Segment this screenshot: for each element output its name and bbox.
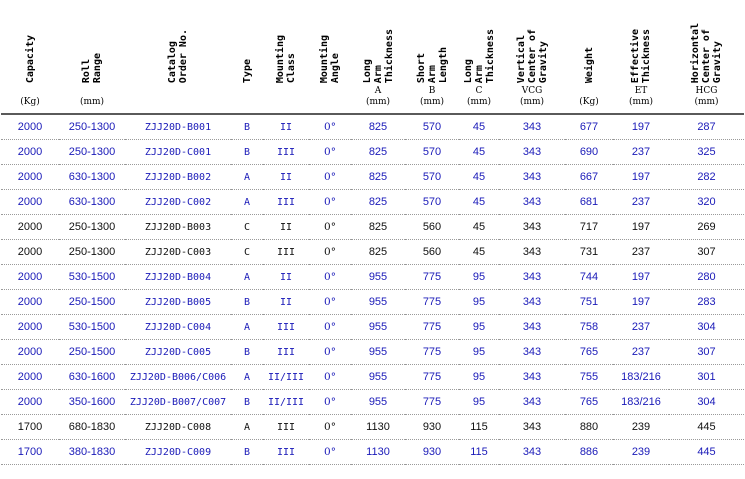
table-cell: ZJJ20D-B002 — [125, 165, 231, 190]
column-header — [263, 1, 309, 114]
table-row — [1, 140, 744, 165]
table-cell: 343 — [499, 390, 565, 415]
table-cell: 0° — [309, 340, 351, 365]
column-header-label: Roll Range — [81, 52, 103, 83]
table-cell: ZJJ20D-C005 — [125, 340, 231, 365]
table-cell: 304 — [669, 390, 744, 415]
table-cell: 955 — [351, 315, 405, 340]
table-cell: 681 — [565, 190, 613, 215]
table-cell: 775 — [405, 390, 459, 415]
column-header — [125, 1, 231, 114]
table-cell: 0° — [309, 365, 351, 390]
table-cell: 690 — [565, 140, 613, 165]
table-cell: 677 — [565, 114, 613, 140]
column-header — [59, 1, 125, 114]
table-cell: 197 — [613, 114, 669, 140]
table-cell: 0° — [309, 265, 351, 290]
table-cell: 758 — [565, 315, 613, 340]
table-cell: 0° — [309, 140, 351, 165]
table-row — [1, 315, 744, 340]
table-cell: 530-1500 — [59, 265, 125, 290]
table-cell: ZJJ20D-B003 — [125, 215, 231, 240]
table-cell: ZJJ20D-B005 — [125, 290, 231, 315]
table-cell: 2000 — [1, 215, 59, 240]
column-header — [309, 1, 351, 114]
column-header-label: Type — [241, 58, 253, 83]
table-cell: ZJJ20D-C008 — [125, 415, 231, 440]
table-cell: 95 — [459, 390, 499, 415]
table-cell: ZJJ20D-C009 — [125, 440, 231, 465]
table-cell: 343 — [499, 215, 565, 240]
column-header — [613, 1, 669, 114]
table-cell: 765 — [565, 340, 613, 365]
table-cell: B — [231, 290, 263, 315]
table-cell: 301 — [669, 365, 744, 390]
table-cell: ZJJ20D-C001 — [125, 140, 231, 165]
table-cell: 680-1830 — [59, 415, 125, 440]
table-cell: 280 — [669, 265, 744, 290]
table-cell: 825 — [351, 190, 405, 215]
table-row — [1, 265, 744, 290]
table-cell: 115 — [459, 440, 499, 465]
table-cell: 0° — [309, 114, 351, 140]
table-cell: 955 — [351, 365, 405, 390]
table-cell: 1130 — [351, 440, 405, 465]
table-cell: 95 — [459, 340, 499, 365]
column-header-label: Long Arm Thickness — [462, 28, 496, 83]
table-cell: 237 — [613, 340, 669, 365]
column-header — [405, 1, 459, 114]
table-cell: 250-1300 — [59, 215, 125, 240]
table-cell: ZJJ20D-B006/C006 — [125, 365, 231, 390]
table-row — [1, 290, 744, 315]
table-cell: 1700 — [1, 440, 59, 465]
table-cell: 250-1300 — [59, 114, 125, 140]
table-cell: 282 — [669, 165, 744, 190]
table-cell: 95 — [459, 315, 499, 340]
table-cell: 825 — [351, 140, 405, 165]
table-cell: B — [231, 140, 263, 165]
table-cell: 1130 — [351, 415, 405, 440]
column-header — [669, 1, 744, 114]
table-cell: 825 — [351, 240, 405, 265]
table-cell: 0° — [309, 390, 351, 415]
table-cell: 2000 — [1, 365, 59, 390]
table-cell: 775 — [405, 315, 459, 340]
table-cell: III — [263, 440, 309, 465]
column-header-symbol: ET — [634, 86, 648, 96]
table-cell: 2000 — [1, 190, 59, 215]
spec-table — [1, 1, 744, 465]
table-cell: 1700 — [1, 415, 59, 440]
table-cell: 445 — [669, 415, 744, 440]
table-cell: 886 — [565, 440, 613, 465]
table-cell: ZJJ20D-B007/C007 — [125, 390, 231, 415]
table-cell: 343 — [499, 140, 565, 165]
table-cell: III — [263, 340, 309, 365]
table-cell: 0° — [309, 315, 351, 340]
table-cell: 2000 — [1, 315, 59, 340]
table-cell: B — [231, 114, 263, 140]
table-cell: 343 — [499, 165, 565, 190]
table-cell: 2000 — [1, 290, 59, 315]
table-cell: 95 — [459, 290, 499, 315]
table-cell: 530-1500 — [59, 315, 125, 340]
table-cell: 250-1300 — [59, 140, 125, 165]
table-row — [1, 440, 744, 465]
column-header — [1, 1, 59, 114]
table-cell: ZJJ20D-C003 — [125, 240, 231, 265]
table-cell: III — [263, 140, 309, 165]
table-cell: 325 — [669, 140, 744, 165]
table-cell: 95 — [459, 265, 499, 290]
column-header-label: Long Arm Thickness — [361, 28, 395, 83]
table-cell: A — [231, 265, 263, 290]
table-cell: 744 — [565, 265, 613, 290]
column-header-symbol: B — [428, 86, 436, 96]
table-cell: 283 — [669, 290, 744, 315]
table-cell: ZJJ20D-C002 — [125, 190, 231, 215]
table-cell: 570 — [405, 190, 459, 215]
table-cell: 287 — [669, 114, 744, 140]
table-cell: B — [231, 440, 263, 465]
column-header-unit: (mm) — [365, 97, 391, 107]
table-cell: 343 — [499, 240, 565, 265]
table-cell: 343 — [499, 265, 565, 290]
table-cell: II — [263, 265, 309, 290]
table-cell: 445 — [669, 440, 744, 465]
column-header — [231, 1, 263, 114]
table-cell: B — [231, 340, 263, 365]
column-header — [565, 1, 613, 114]
table-cell: 955 — [351, 390, 405, 415]
table-cell: III — [263, 240, 309, 265]
table-cell: 560 — [405, 215, 459, 240]
column-header-symbol: C — [475, 86, 483, 96]
column-header — [459, 1, 499, 114]
table-cell: 775 — [405, 265, 459, 290]
table-cell: 955 — [351, 265, 405, 290]
table-cell: 751 — [565, 290, 613, 315]
table-cell: II — [263, 290, 309, 315]
column-header-unit: (Kg) — [579, 97, 599, 107]
table-cell: 880 — [565, 415, 613, 440]
table-cell: 2000 — [1, 114, 59, 140]
table-cell: 250-1500 — [59, 290, 125, 315]
column-header-unit: (mm) — [466, 97, 492, 107]
table-cell: 0° — [309, 165, 351, 190]
column-header-unit: (mm) — [79, 97, 105, 107]
table-cell: ZJJ20D-C004 — [125, 315, 231, 340]
column-header-label: Mounting Angle — [319, 34, 341, 83]
column-header-symbol: HCG — [695, 86, 718, 96]
column-header-unit: (Kg) — [20, 97, 40, 107]
table-cell: A — [231, 165, 263, 190]
column-header-label: Horizontal Center of Gravity — [690, 22, 723, 83]
table-cell: 0° — [309, 215, 351, 240]
table-cell: 343 — [499, 190, 565, 215]
table-row — [1, 114, 744, 140]
table-cell: 239 — [613, 440, 669, 465]
table-row — [1, 165, 744, 190]
table-cell: 630-1300 — [59, 190, 125, 215]
table-cell: 250-1300 — [59, 240, 125, 265]
table-cell: 765 — [565, 390, 613, 415]
table-cell: 825 — [351, 165, 405, 190]
table-cell: 237 — [613, 315, 669, 340]
table-cell: 343 — [499, 340, 565, 365]
table-row — [1, 190, 744, 215]
column-header-label: Catalog Order No. — [167, 28, 189, 83]
table-cell: II — [263, 114, 309, 140]
table-cell: 183/216 — [613, 365, 669, 390]
column-header — [351, 1, 405, 114]
table-cell: 197 — [613, 165, 669, 190]
table-row — [1, 365, 744, 390]
table-cell: 269 — [669, 215, 744, 240]
table-cell: ZJJ20D-B001 — [125, 114, 231, 140]
header-row — [1, 1, 744, 114]
table-cell: A — [231, 190, 263, 215]
table-cell: 239 — [613, 415, 669, 440]
table-row — [1, 390, 744, 415]
table-cell: 197 — [613, 290, 669, 315]
table-cell: 2000 — [1, 265, 59, 290]
table-cell: 667 — [565, 165, 613, 190]
table-cell: 197 — [613, 265, 669, 290]
column-header-unit: (mm) — [694, 97, 719, 107]
table-cell: II — [263, 165, 309, 190]
table-cell: 343 — [499, 114, 565, 140]
table-cell: A — [231, 365, 263, 390]
table-cell: III — [263, 190, 309, 215]
table-cell: 2000 — [1, 240, 59, 265]
table-cell: 775 — [405, 365, 459, 390]
table-row — [1, 240, 744, 265]
table-cell: 320 — [669, 190, 744, 215]
column-header-label: Effective Thickness — [630, 28, 652, 83]
table-cell: 307 — [669, 240, 744, 265]
table-cell: II — [263, 215, 309, 240]
table-cell: 570 — [405, 165, 459, 190]
table-cell: 775 — [405, 340, 459, 365]
column-header-unit: (mm) — [519, 97, 545, 107]
table-cell: 45 — [459, 140, 499, 165]
table-cell: 45 — [459, 114, 499, 140]
table-cell: II/III — [263, 390, 309, 415]
table-cell: A — [231, 315, 263, 340]
table-cell: 343 — [499, 365, 565, 390]
column-header-label: Short Arm Length — [415, 46, 449, 83]
table-cell: C — [231, 215, 263, 240]
table-cell: 630-1300 — [59, 165, 125, 190]
table-cell: 343 — [499, 290, 565, 315]
table-cell: 630-1600 — [59, 365, 125, 390]
column-header-symbol: VCG — [521, 86, 543, 96]
table-cell: 2000 — [1, 340, 59, 365]
table-cell: ZJJ20D-B004 — [125, 265, 231, 290]
table-cell: 197 — [613, 215, 669, 240]
column-header-unit: (mm) — [628, 97, 654, 107]
table-cell: 183/216 — [613, 390, 669, 415]
table-cell: 955 — [351, 340, 405, 365]
table-cell: 0° — [309, 290, 351, 315]
column-header-label: Mounting Class — [275, 34, 297, 83]
table-cell: 45 — [459, 215, 499, 240]
table-cell: 825 — [351, 215, 405, 240]
column-header-label: Weight — [583, 46, 595, 83]
table-cell: 95 — [459, 365, 499, 390]
table-cell: 0° — [309, 240, 351, 265]
table-cell: II/III — [263, 365, 309, 390]
table-cell: 570 — [405, 140, 459, 165]
column-header — [499, 1, 565, 114]
column-header-label: Capacity — [24, 34, 36, 83]
column-header-symbol: A — [374, 86, 382, 96]
table-cell: 731 — [565, 240, 613, 265]
table-cell: 45 — [459, 240, 499, 265]
table-cell: 0° — [309, 440, 351, 465]
table-cell: 717 — [565, 215, 613, 240]
table-cell: 930 — [405, 440, 459, 465]
table-row — [1, 340, 744, 365]
table-cell: 343 — [499, 440, 565, 465]
table-cell: B — [231, 390, 263, 415]
table-cell: 350-1600 — [59, 390, 125, 415]
table-cell: 560 — [405, 240, 459, 265]
table-cell: 2000 — [1, 165, 59, 190]
table-cell: A — [231, 415, 263, 440]
table-cell: 250-1500 — [59, 340, 125, 365]
table-cell: 570 — [405, 114, 459, 140]
table-cell: 380-1830 — [59, 440, 125, 465]
table-cell: 755 — [565, 365, 613, 390]
table-cell: 2000 — [1, 390, 59, 415]
table-cell: III — [263, 415, 309, 440]
table-cell: 955 — [351, 290, 405, 315]
column-header-label: Vertical Center of Gravity — [515, 28, 549, 83]
table-cell: 237 — [613, 190, 669, 215]
column-header-unit: (mm) — [419, 97, 445, 107]
table-row — [1, 415, 744, 440]
table-cell: 930 — [405, 415, 459, 440]
table-cell: 307 — [669, 340, 744, 365]
table-body — [1, 114, 744, 465]
table-cell: 825 — [351, 114, 405, 140]
table-cell: 237 — [613, 240, 669, 265]
table-cell: 45 — [459, 190, 499, 215]
table-cell: 0° — [309, 190, 351, 215]
table-cell: C — [231, 240, 263, 265]
table-cell: 2000 — [1, 140, 59, 165]
table-cell: 343 — [499, 315, 565, 340]
table-cell: 237 — [613, 140, 669, 165]
table-cell: 115 — [459, 415, 499, 440]
table-cell: 45 — [459, 165, 499, 190]
table-cell: III — [263, 315, 309, 340]
table-cell: 304 — [669, 315, 744, 340]
table-row — [1, 215, 744, 240]
table-cell: 343 — [499, 415, 565, 440]
table-cell: 0° — [309, 415, 351, 440]
table-cell: 775 — [405, 290, 459, 315]
